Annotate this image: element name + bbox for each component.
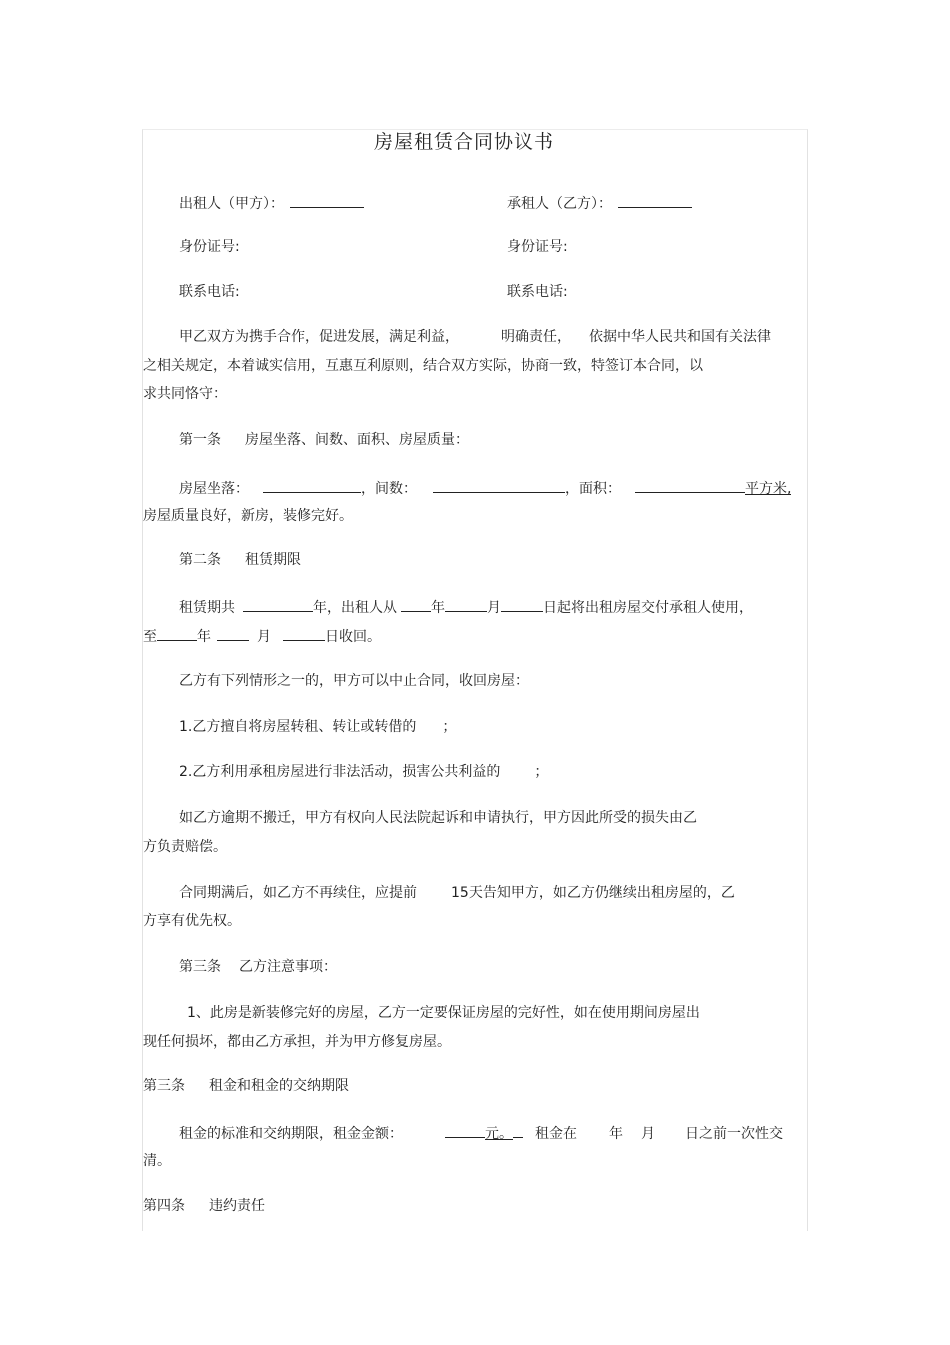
- rooms-label: ，间数：: [361, 481, 417, 497]
- article-3-notes-number: 第三条: [179, 959, 221, 975]
- term-years-blank[interactable]: [243, 597, 313, 612]
- location-label: 房屋坐落：: [179, 481, 249, 497]
- start-year-label: 年: [431, 600, 445, 616]
- lessee-label: 承租人（乙方）：: [507, 196, 612, 212]
- article-2-heading: [179, 551, 301, 569]
- renewal-line-2: 方享有优先权。: [143, 913, 241, 929]
- start-year-blank[interactable]: [401, 597, 431, 612]
- preamble-text-c: 依据中华人民共和国有关法律: [589, 329, 771, 345]
- end-year-blank[interactable]: [157, 626, 197, 641]
- article-3-rent-number: 第三条: [143, 1078, 185, 1094]
- start-day-blank[interactable]: [501, 597, 543, 612]
- end-month-blank[interactable]: [217, 626, 249, 641]
- termination-intro: 乙方有下列情形之一的，甲方可以中止合同，收回房屋：: [179, 673, 529, 689]
- article-2-number: 第二条: [179, 552, 221, 568]
- lessor-phone-label: 联系电话:: [179, 284, 240, 300]
- term-label: 租赁期共: [179, 600, 235, 616]
- start-month-label: 月: [487, 600, 501, 616]
- article-1-heading: [179, 431, 469, 449]
- overdue-line-2: 方负责赔偿。: [143, 839, 227, 855]
- end-year-label: 年: [197, 629, 211, 645]
- term-line-1: [179, 597, 753, 617]
- renewal-text-b: 15天告知甲方，如乙方仍继续出租房屋的，乙: [451, 885, 735, 901]
- article-4-title: 违约责任: [209, 1198, 265, 1214]
- preamble-text-b: 明确责任，: [501, 329, 571, 345]
- overdue-line-1: 如乙方逾期不搬迁，甲方有权向人民法院起诉和申请执行，甲方因此所受的损失由乙: [179, 810, 697, 826]
- article-3-rent-title: 租金和租金的交纳期限: [209, 1078, 349, 1094]
- end-day-blank[interactable]: [283, 626, 325, 641]
- termination-item-2-end: ；: [534, 764, 549, 780]
- lessor-id-label: 身份证号:: [179, 239, 240, 255]
- notes-item-1-line-1: 1、此房是新装修完好的房屋，乙方一定要保证房屋的完好性，如在使用期间房屋出: [187, 1005, 700, 1021]
- lessee-id-label: 身份证号:: [507, 239, 568, 255]
- article-1-number: 第一条: [179, 432, 221, 448]
- article-4-heading: [143, 1197, 265, 1215]
- term-start-text: 日起将出租房屋交付承租人使用，: [543, 600, 753, 616]
- area-unit: 平方米,: [745, 481, 792, 497]
- article-3-rent-heading: [143, 1077, 349, 1095]
- lessee-field: [507, 193, 692, 213]
- rent-due-label: 租金在: [535, 1126, 577, 1142]
- location-blank[interactable]: [263, 478, 361, 493]
- term-end-text: 日收回。: [325, 629, 381, 645]
- article-2-title: 租赁期限: [245, 552, 301, 568]
- renewal-line-1: [179, 884, 735, 902]
- term-line-2: [143, 626, 381, 646]
- article-3-notes-title: 乙方注意事项：: [239, 959, 337, 975]
- termination-item-1-text: 1.乙方擅自将房屋转租、转让或转借的: [179, 719, 417, 735]
- article-4-number: 第四条: [143, 1198, 185, 1214]
- lessor-label: 出租人（甲方）：: [179, 196, 284, 212]
- rent-amount-blank[interactable]: [445, 1123, 485, 1138]
- rent-day-text: 日之前一次性交: [685, 1126, 783, 1142]
- lessee-phone-label: 联系电话:: [507, 284, 568, 300]
- area-blank[interactable]: [635, 478, 745, 493]
- preamble-line-3: 求共同恪守：: [143, 386, 227, 402]
- page-title: 房屋租赁合同协议书: [374, 131, 555, 153]
- lessor-blank[interactable]: [290, 193, 364, 208]
- termination-item-1: [179, 718, 456, 736]
- location-line: [179, 478, 791, 498]
- end-month-label: 月: [257, 629, 271, 645]
- rent-line-2: 清。: [143, 1153, 171, 1169]
- house-quality: 房屋质量良好，新房，装修完好。: [143, 508, 353, 524]
- preamble-text-a: 甲乙双方为携手合作，促进发展，满足利益，: [179, 329, 459, 345]
- rent-unit: 元。: [485, 1126, 513, 1142]
- termination-item-2-text: 2.乙方利用承租房屋进行非法活动，损害公共利益的: [179, 764, 501, 780]
- termination-item-1-end: ；: [442, 719, 457, 735]
- start-month-blank[interactable]: [445, 597, 487, 612]
- area-label: ，面积：: [565, 481, 621, 497]
- article-3-notes-heading: [179, 958, 337, 976]
- rent-amount-label: 租金的标准和交纳期限，租金金额：: [179, 1126, 403, 1142]
- preamble-line-2: 之相关规定，本着诚实信用，互惠互利原则，结合双方实际，协商一致，特签订本合同，以: [143, 358, 703, 374]
- lessor-field: [179, 193, 364, 213]
- notes-item-1-line-2: 现任何损坏，都由乙方承担，并为甲方修复房屋。: [143, 1034, 451, 1050]
- lessee-blank[interactable]: [618, 193, 692, 208]
- rent-line-1: [179, 1123, 783, 1143]
- preamble-line-1: [179, 328, 771, 346]
- article-1-title: 房屋坐落、间数、面积、房屋质量：: [245, 432, 469, 448]
- rooms-blank[interactable]: [433, 478, 565, 493]
- term-to-label: 至: [143, 629, 157, 645]
- rent-year-label: 年: [609, 1126, 623, 1142]
- renewal-text-a: 合同期满后，如乙方不再续住，应提前: [179, 885, 417, 901]
- term-from-label: 年，出租人从: [313, 600, 397, 616]
- termination-item-2: [179, 763, 548, 781]
- rent-month-label: 月: [641, 1126, 655, 1142]
